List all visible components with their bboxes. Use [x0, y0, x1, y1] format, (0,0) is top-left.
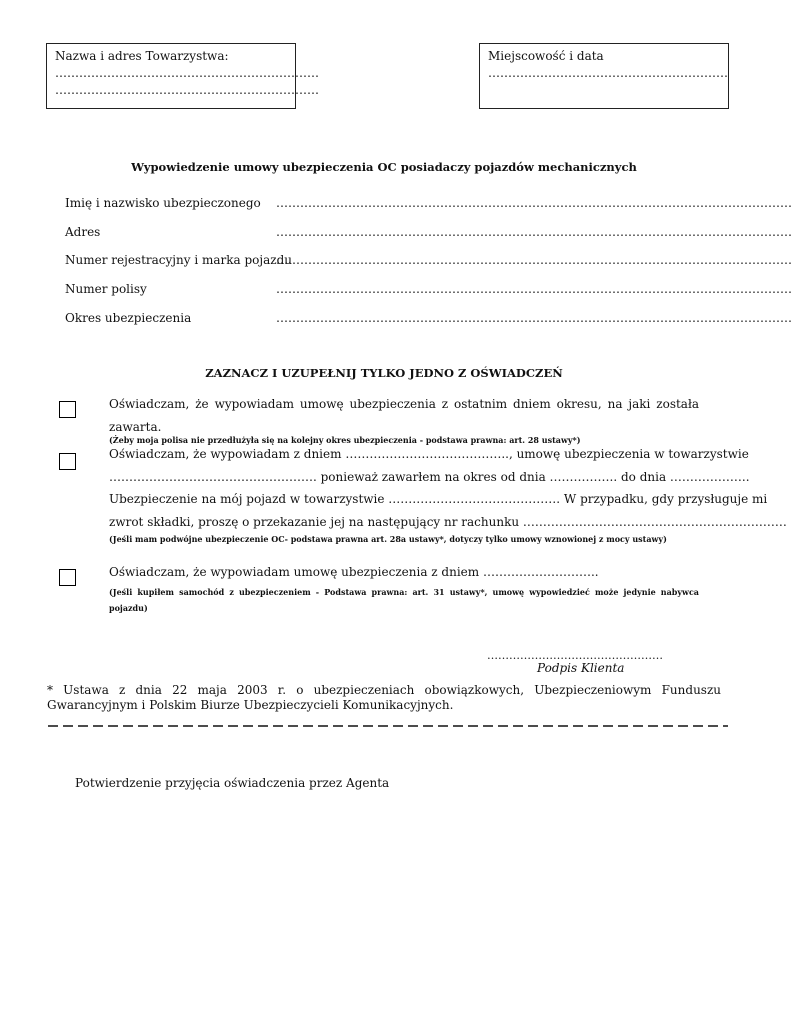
field-label: Numer rejestracyjny i marka pojazdu [65, 253, 293, 267]
signature-line[interactable]: ………………………………………… [487, 649, 663, 662]
company-name-line[interactable]: ………………………………………………………… [55, 66, 319, 80]
registration-input[interactable]: ………………………………………………………………………………………………………………… [276, 253, 792, 267]
section-title: ZAZNACZ I UZUPEŁNIJ TYLKO JEDNO Z OŚWIADCZEŃ [205, 366, 563, 380]
field-address [65, 225, 792, 243]
field-label: Numer polisy [65, 282, 147, 296]
field-label: Imię i nazwisko ubezpieczonego [65, 196, 261, 210]
agent-confirmation-label: Potwierdzenie przyjęcia oświadczenia przez Agenta [75, 776, 390, 790]
address-input[interactable]: ………………………………………………………………………………………………………………… [276, 225, 792, 239]
field-insured-name [65, 196, 792, 214]
field-policy-number [65, 282, 792, 300]
field-insurance-period [65, 311, 792, 329]
option-1-text: Oświadczam, że wypowiadam umowę ubezpieczenia z ostatnim dniem okresu, na jaki została zawarta. [109, 397, 699, 434]
company-address-line[interactable]: ………………………………………………………… [55, 83, 319, 97]
option-3-note: (Jeśli kupiłem samochód z ubezpieczeniem - Podstawa prawna: art. 31 ustawy*, umowę wypowiedzieć może jedynie nabywca pojazdu) [109, 586, 699, 613]
option-3-checkbox[interactable] [59, 569, 76, 586]
option-2 [109, 443, 787, 547]
footnote: * Ustawa z dnia 22 maja 2003 r. o ubezpieczeniach obowiązkowych, Ubezpieczeniowym Funduszu Gwarancyjnym i Polskim Biurze Ubezpieczycieli Komunikacyjnych. [47, 683, 721, 712]
place-date-box [479, 43, 729, 109]
option-1 [109, 393, 699, 448]
signature-label: Podpis Klienta [537, 661, 625, 675]
insured-name-input[interactable]: ………………………………………………………………………………………………………………… [276, 196, 792, 210]
cut-line-divider [48, 724, 730, 728]
option-3 [109, 561, 699, 616]
company-box-label: Nazwa i adres Towarzystwa: [55, 49, 229, 63]
option-3-text: Oświadczam, że wypowiadam umowę ubezpieczenia z dniem ……………………….. [109, 565, 599, 579]
option-2-line-4: zwrot składki, proszę o przekazanie jej na następujący nr rachunku ………………………………………………………… [109, 514, 787, 529]
option-2-note: (Jeśli mam podwójne ubezpieczenie OC- podstawa prawna art. 28a ustawy*, dotyczy tylko umowy wznowionej z mocy ustawy) [109, 534, 667, 544]
option-2-line-3: Ubezpieczenie na mój pojazd w towarzystwie ……………………………………. W przypadku, gdy przysługuje mi [109, 492, 768, 506]
field-label: Adres [65, 225, 101, 239]
document-title: Wypowiedzenie umowy ubezpieczenia OC posiadaczy pojazdów mechanicznych [131, 160, 637, 174]
option-1-note: (Żeby moja polisa nie przedłużyła się na kolejny okres ubezpieczenia - podstawa prawna: art. 28 ustawy*) [109, 435, 581, 445]
place-date-line[interactable]: …………………………………………………… [488, 66, 728, 80]
option-2-line-1: Oświadczam, że wypowiadam z dniem ………………………………….., umowę ubezpieczenia w towarzystwie [109, 447, 749, 461]
insurance-period-input[interactable]: ………………………………………………………………………………………………………………… [276, 311, 792, 325]
option-2-line-2: ……………………………………………. ponieważ zawarłem na okres od dnia …………….. do dnia ……………….. [109, 469, 750, 484]
place-date-label: Miejscowość i data [488, 49, 604, 63]
option-1-checkbox[interactable] [59, 401, 76, 418]
company-name-address-box [46, 43, 319, 109]
policy-number-input[interactable]: ………………………………………………………………………………………………………………… [276, 282, 792, 296]
field-registration [65, 253, 792, 271]
field-label: Okres ubezpieczenia [65, 311, 192, 325]
option-2-checkbox[interactable] [59, 453, 76, 470]
